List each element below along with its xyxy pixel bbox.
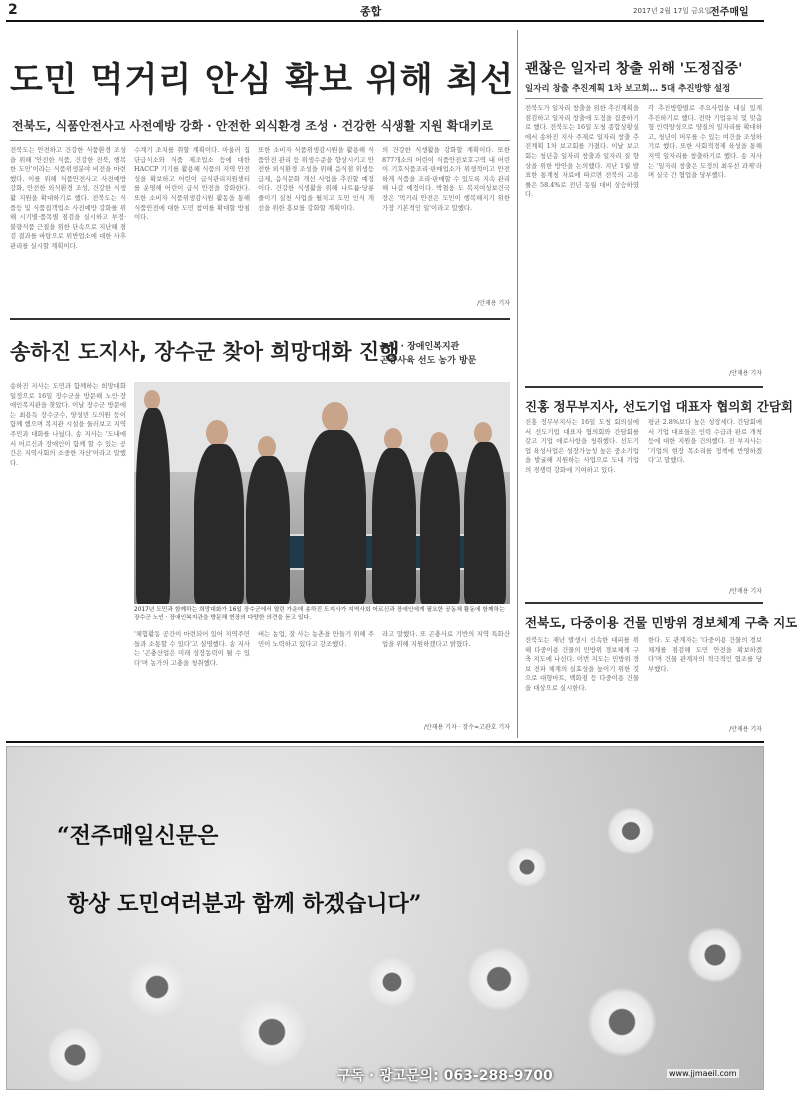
right1-col1: 전북도가 일자리 창출을 위한 추진계획을 점검하고 일자리 창출에 도정을 집중하기로 했다. 전북도는 16일 도청 종합상황실에서 송하진 지사 주재로 일자리 창출 추진계획 1차 보고회를 가졌다. 이날 보고회는 청년층 일자리 창출과 일자리 질 향상을 위한 방안을 논의했다. 지난 1월 발표한 통계청 자료에 따르면 전북의 고용률은 58.4%로 전년 동월 대비 상승하였다.	[525, 104, 639, 199]
right2-byline: /안재용 기자	[729, 588, 762, 595]
person-head	[474, 422, 492, 444]
sunflower-graphic	[237, 997, 307, 1067]
sunflower-graphic	[127, 957, 187, 1017]
person	[464, 442, 506, 604]
right1-col2: 각 추진방향별로 주요사업을 내실 있게 추진하기로 했다. 전략 기업유치 및 맞춤형 인력양성으로 양질의 일자리를 확대하고, 청년이 머무를 수 있는 여건을 조성하기로 했다. 또한 사회적경제 육성을 통해 지역 일자리를 창출하기로 했다. 송 지사는 '일자리 창출은 도정의 최우선 과제'라며 실국 간 협업을 당부했다.	[648, 104, 762, 180]
page-number: 2	[8, 2, 18, 18]
newspaper-ad	[6, 746, 764, 1090]
issue-date: 2017년 2월 17일 금요일	[633, 7, 712, 15]
sunflower-graphic	[47, 1027, 103, 1083]
column-divider	[517, 30, 518, 738]
right3-col2: 한다. 도 관계자는 '다중이용 건물의 경보체계를 점검해 도민 안전을 확보하겠다'며 건물 관계자의 적극적인 협조를 당부했다.	[648, 636, 762, 673]
paper-name: 전주매일	[710, 7, 749, 18]
article2-col1: 송하진 지사는 도민과 함께하는 희망대화 일정으로 16일 장수군을 방문해 노인·장애인복지관을 찾았다. 이날 장수군 방문에는 최용득 장수군수, 양성빈 도의원 등이 함께 했으며 복지관 시설을 둘러보고 지역주민과 대화를 나눴다. 송 지사는 '도내에서 어르신과 장애인이 함께 할 수 있는 공간은 지역사회의 소중한 자산'이라고 말했다.	[10, 382, 126, 467]
person-head	[258, 436, 276, 458]
person	[194, 444, 244, 604]
article1-headline: 도민 먹거리 안심 확보 위해 최선	[10, 60, 515, 100]
article1-subheadline: 전북도, 식품안전사고 사전예방 강화 · 안전한 외식환경 조성 · 건강한 식생활 지원 확대키로	[12, 119, 494, 133]
article2-tags	[380, 340, 476, 368]
article1-col1: 전북도는 안전하고 건강한 식품환경 조성을 위해 '안전한 식품, 건강한 전북, 행복한 도민'이라는 식품위생분야 비전을 마련했다. 이를 위해 식품안전사고 사전예방 강화, 안전한 외식환경 조성, 건강한 식생활 지원을 확대하기로 했다. 전북도는 식품등 및 식품접객업소 사전예방 강화를 위해 시기별·품목별 점검을 실시하고 부정·불량식품 근절을 위한 단속으로 지난해 점검 결과를 바탕으로 위반업소에 대한 사후관리를 실시할 계획이다.	[10, 146, 126, 250]
news-photo	[134, 382, 510, 604]
person	[246, 456, 290, 604]
header-rule	[6, 20, 764, 22]
section-title: 종합	[360, 5, 382, 18]
ad-contact: 구독 · 광고문의: 063-288-9700	[337, 1068, 553, 1084]
person	[136, 408, 170, 604]
ad-url: www.jjmaeil.com	[669, 1069, 737, 1078]
sunflower-graphic	[507, 847, 547, 887]
right1-divider	[525, 98, 763, 99]
right2-col1: 진홍 정무부지사는 16일 도청 회의실에서 선도기업 대표자 협의회와 간담회를 갖고 기업 애로사항을 청취했다. 선도기업 육성사업은 성장가능성 높은 중소기업을 발굴해 지원하는 사업으로 도내 기업의 경쟁력 강화에 기여하고 있다.	[525, 418, 639, 474]
article1-divider	[10, 140, 510, 141]
person	[420, 452, 460, 604]
person	[372, 448, 416, 604]
person-head	[322, 402, 348, 432]
article2-col4: 라고 말했다. 또 곤충사료 기반의 지역 특화산업을 위해 지원하겠다고 밝혔다.	[382, 630, 510, 648]
right3-col1: 전북도는 재난 발생시 신속한 대피를 위해 다중이용 건물의 민방위 경보체계 구축 지도에 나선다. 이번 지도는 민방위 경보 전파 체계의 실효성을 높이기 위한 것으로 대형마트, 백화점 등 다중이용 건물을 대상으로 실시한다.	[525, 636, 639, 692]
right1-subheadline: 일자리 창출 추진계획 1차 보고회… 5대 추진방향 설정	[525, 84, 731, 94]
right1-byline: /안재용 기자	[729, 370, 762, 377]
sunflower-graphic	[367, 957, 417, 1007]
sunflower-graphic	[467, 947, 531, 1011]
person	[304, 430, 366, 604]
article1-col4: 의 건강한 식생활을 강화할 계획이다. 또한 877개소의 어린이 식품안전보호구역 내 어린이 기호식품조리·판매업소가 위생적이고 안전하게 식품을 조리·판매할 수 있도록 지속 관리해 나갈 예정이다. 박철웅 도 복지여성보건국장은 '먹거리 안전은 도민이 행복해지기 위한 가장 기본적인 일'이라고 말했다.	[382, 146, 510, 212]
right3-headline: 전북도, 다중이용 건물 민방위 경보체계 구축 지도	[525, 615, 797, 630]
right-section-divider-2	[525, 602, 763, 604]
sunflower-graphic	[607, 807, 655, 855]
article2-tag-line1: 노인 · 장애인복지관	[380, 342, 460, 352]
right3-byline: /안재용 기자	[729, 726, 762, 733]
article1-byline: /안재용 기자	[477, 300, 510, 307]
sunflower-graphic	[687, 927, 743, 983]
person-head	[430, 432, 448, 454]
article2-col3: 버는 농업, 잘 사는 농촌을 만들기 위해 주민이 노력하고 있다고 강조했다.	[258, 630, 374, 648]
article2-col2: '체험활동 공간이 마련되어 있어 지역주민들과 소통할 수 있다'고 설명했다. 송 지사는 '곤충산업은 미래 성장동력이 될 수 있다'며 농가의 고충을 청취했다.	[134, 630, 250, 667]
right2-col2: 평균 2.8%보다 높은 성장세다. 간담회에서 기업 대표들은 인력 수급과 판로 개척 등에 대한 지원을 건의했다. 진 부지사는 '기업의 현장 목소리를 정책에 반영하겠다'고 말했다.	[648, 418, 762, 465]
article2-byline: /안재용 기자 · 장수=고관호 기자	[423, 724, 510, 731]
section-divider	[10, 318, 510, 320]
article2-tag-line2: 곤충사육 선도 농가 방문	[380, 356, 477, 366]
person-head	[384, 428, 402, 450]
right2-headline: 진홍 정무부지사, 선도기업 대표자 협의회 간담회	[525, 399, 794, 414]
sunflower-graphic	[587, 987, 657, 1057]
ad-quote-line1: “전주매일신문은	[57, 823, 219, 849]
person-head	[206, 420, 228, 446]
article1-col3: 또한 소비자 식품위생감시원을 활용해 식품안전 관리 등 위생수준을 향상시키고 안전한 외식환경 조성을 위해 음식점 위생등급제, 음식문화 개선 사업을 추진할 예정이다. 건강한 식생활을 위해 나트륨·당류 줄이기 실천 사업을 펼치고 도민 인식 개선을 위한 홍보를 강화할 계획이다.	[258, 146, 374, 212]
article2-headline: 송하진 도지사, 장수군 찾아 희망대화 진행	[10, 340, 400, 364]
photo-caption: 2017년 도민과 함께하는 희망대화가 16일 장수군에서 열린 가운데 송하진 도지사가 지역사회 어르신과 장애인에게 필요한 공동체 활동에 함께하는 장수군 노인 · 장애인복지관을 방문해 현장의 다양한 의견을 듣고 있다.	[134, 607, 505, 621]
ad-top-rule	[6, 741, 764, 743]
person-head	[144, 390, 160, 410]
right-section-divider	[525, 386, 763, 388]
article1-col2: 수계기 조치를 취할 계획이다. 아울러 집단급식소와 식품 제조업소 등에 대한 HACCP 기기를 활용해 식품의 지역 안전성을 확보하고 어린이 급식관리지원센터를 운영해 어린이 급식 안전을 강화한다. 또한 소비자 식품위생감시원 활동을 통해 식품안전에 대한 도민 참여를 확대할 방침이다.	[134, 146, 250, 222]
right1-headline: 괜찮은 일자리 창출 위해 '도정집중'	[525, 61, 743, 77]
ad-quote-line2: 항상 도민여러분과 함께 하겠습니다”	[67, 891, 422, 917]
